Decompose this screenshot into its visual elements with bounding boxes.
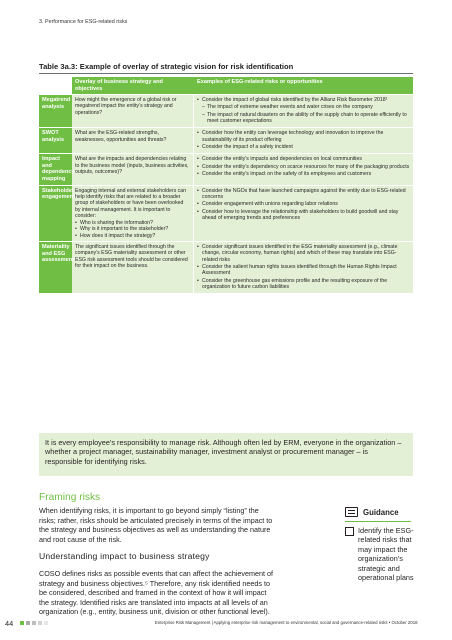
overlay-table — [39, 76, 413, 294]
guidance-box — [345, 507, 431, 582]
body-paragraph: When identifying risks, it is important to go beyond simply “listing” the risks; rather, risks should be articulated precisely in terms of the impact to the strategy and business objectives as well as understanding the nature and root cause of the risk. — [39, 506, 273, 544]
example-text: Consider the entity’s impacts and dependencies on local communities — [202, 156, 362, 163]
footer-squares — [20, 621, 48, 625]
row-description: The significant issues identified through the company’s ESG materiality assessment or other ESG risk assessment tools should be considered for their impact on the business. — [75, 244, 188, 269]
body-paragraph: COSO defines risks as possible events that can affect the achievement of strategy and business objectives.⁵ Therefore, any risk identified needs to be considered, described and framed in the context of how it will impact the strategy. Identified risks are translated into impacts at all levels of an organization (e.g., entity, business unit, division or other functional level). — [39, 569, 273, 616]
example-text: Consider the salient human rights issues identified through the Human Rights Impact Assessment — [202, 263, 397, 277]
row-label: Stakeholder engagement — [39, 186, 72, 241]
column-header: Overlay of business strategy and objectives — [72, 77, 194, 94]
example-text: Consider engagement with unions regarding labor relations — [202, 201, 338, 208]
row-description-cell — [72, 128, 194, 153]
example-item — [197, 130, 410, 143]
footer-square — [26, 621, 30, 625]
example-item — [197, 164, 410, 170]
guidance-title: Guidance — [363, 507, 399, 517]
table-header-row — [39, 77, 413, 94]
sub-example-item: – The impact of extreme weather events and water crises on the company — [202, 104, 410, 110]
row-description-cell — [72, 186, 194, 241]
example-item — [197, 278, 410, 291]
table-row — [39, 154, 413, 184]
callout-box: It is every employee’s responsibility to manage risk. Although often led by ERM, everyone in the organization – whether a project manager, sustainability manager, investment analyst or procurement manager – is responsible for identifying risks. — [39, 433, 413, 476]
row-description-cell — [72, 95, 194, 127]
example-text: Consider significant issues identified in the ESG materiality assessment (e.g., climate change, circular economy, human rights) and which of these may translate into ESG-related risks — [202, 244, 398, 263]
table-title-rule — [39, 73, 413, 74]
row-description-cell — [72, 242, 194, 293]
footer-text: Enterprise Risk Management | Applying enterprise risk management to environmental, social and governance-related risks • October 2018 — [155, 620, 418, 625]
row-label: Materiality and ESG assessments — [39, 242, 72, 293]
footer-square — [20, 621, 24, 625]
table-row — [39, 242, 413, 293]
example-text: Consider the entity’s impact on the safety of its employees and customers — [202, 170, 372, 177]
example-text: Consider the impact of global risks identified by the Allianz Risk Barometer 2018¹ — [202, 97, 388, 104]
row-label: SWOT analysis — [39, 128, 72, 153]
examples-list — [197, 97, 410, 124]
row-examples-cell — [194, 128, 413, 153]
table-title: Table 3a.3: Example of overlay of strategic vision for risk identification — [39, 62, 294, 71]
page-footer — [5, 619, 445, 631]
examples-list — [197, 188, 410, 221]
row-description: What are the ESG-related strengths, weaknesses, opportunities and threats? — [75, 130, 167, 143]
examples-list — [197, 244, 410, 290]
question-item: • Who is sharing the information? — [75, 220, 190, 226]
question-list — [75, 220, 190, 239]
footer-square — [38, 621, 42, 625]
row-label: Impact and dependency mapping — [39, 154, 72, 184]
row-description: What are the impacts and dependencies relating to the business model (inputs, business activities, outputs, outcomes)? — [75, 156, 189, 175]
sub-heading: Understanding impact to business strategy — [39, 551, 210, 561]
guidance-item — [345, 526, 431, 582]
example-item — [197, 188, 410, 201]
example-text: Consider the entity’s dependency on scarce resources for many of the packaging products — [202, 163, 410, 170]
example-item — [197, 264, 410, 277]
examples-list — [197, 156, 410, 177]
guidance-header — [345, 507, 431, 517]
question-item: • Why is it important to the stakeholder? — [75, 226, 190, 232]
example-text: Consider the impact of a safety incident — [202, 143, 293, 150]
example-item — [197, 171, 410, 177]
table-row — [39, 95, 413, 127]
sub-example-item: – The impact of natural disasters on the ability of the supply chain to operate efficiently to meet customer expectations — [202, 112, 410, 125]
examples-list — [197, 130, 410, 150]
example-item — [197, 156, 410, 162]
example-item — [197, 209, 410, 222]
row-examples-cell — [194, 242, 413, 293]
row-examples-cell — [194, 95, 413, 127]
footer-square — [32, 621, 36, 625]
guidance-text: Identify the ESG-related risks that may impact the organization’s strategic and operational plans — [358, 526, 414, 583]
row-description: How might the emergence of a global risk or megatrend impact the entity’s strategy and operations? — [75, 97, 177, 116]
document-icon — [345, 507, 358, 517]
row-examples-cell — [194, 154, 413, 184]
example-text: Consider how to leverage the relationship with stakeholders to build goodwill and stay ahead of emerging trends and preferences — [202, 208, 399, 221]
table-row — [39, 186, 413, 241]
row-label: Megatrend analysis — [39, 95, 72, 127]
example-text: Consider the greenhouse gas emissions profile and the resulting exposure of the organization to future carbon liabilities — [202, 277, 388, 290]
footer-square — [44, 621, 48, 625]
section-heading: Framing risks — [39, 492, 101, 503]
guidance-rule — [345, 521, 411, 522]
checkbox[interactable] — [345, 527, 354, 536]
page-number: 44 — [5, 619, 14, 628]
row-description: Engaging internal and external stakeholders can help identify risks that are related to a broader group of stakeholders or have been overlooked by internal management. It is important to consider: — [75, 187, 187, 219]
example-text: Consider the NGOs that have launched campaigns against the entity due to ESG-related concerns — [202, 187, 406, 200]
column-header: Examples of ESG-related risks or opportunities — [194, 77, 413, 94]
example-item — [197, 97, 410, 124]
row-examples-cell — [194, 186, 413, 241]
running-head: 3. Performance for ESG-related risks — [39, 19, 128, 25]
sub-example-list — [202, 104, 410, 124]
question-item: • How does it impact the strategy? — [75, 233, 190, 239]
example-item — [197, 244, 410, 263]
table-row — [39, 128, 413, 153]
example-item — [197, 201, 410, 207]
row-description-cell — [72, 154, 194, 184]
table-corner-cell — [39, 77, 72, 94]
example-text: Consider how the entity can leverage technology and innovation to improve the sustainability of its product offering — [202, 130, 384, 143]
example-item — [197, 144, 410, 150]
